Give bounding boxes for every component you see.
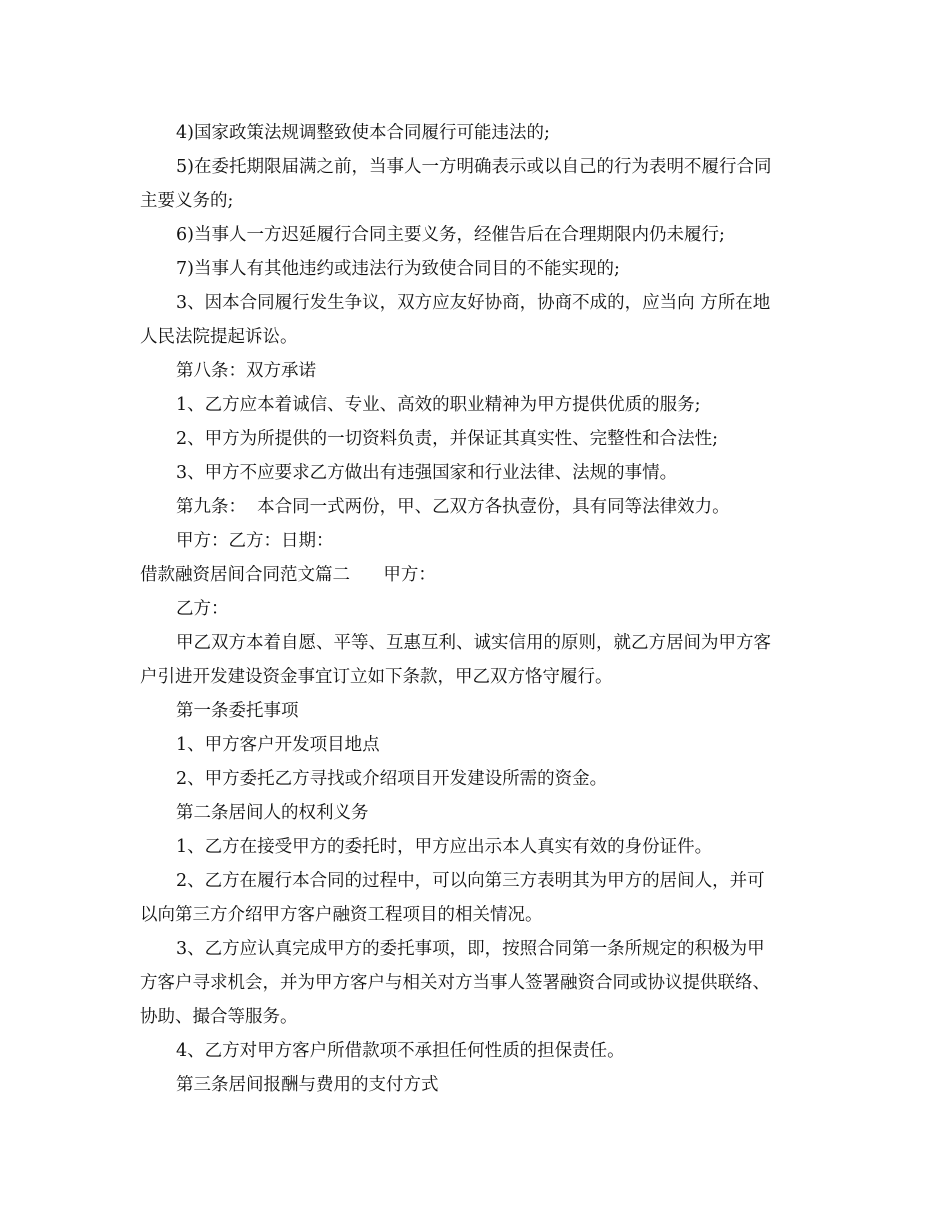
text-line: 以向第三方介绍甲方客户融资工程项目的相关情况。 <box>140 905 543 925</box>
text-line: 2、甲方为所提供的一切资料负责，并保证其真实性、完整性和合法性; <box>176 429 719 449</box>
text-line: 户引进开发建设资金事宜订立如下条款，甲乙双方恪守履行。 <box>140 667 613 687</box>
text-line: 6)当事人一方迟延履行合同主要义务，经催告后在合理期限内仍未履行; <box>176 225 725 245</box>
text-line: 3、乙方应认真完成甲方的委托事项，即，按照合同第一条所规定的积极为甲 <box>176 939 765 959</box>
text-line: 4)国家政策法规调整致使本合同履行可能违法的; <box>176 123 550 143</box>
text-line: 方客户寻求机会，并为甲方客户与相关对方当事人签署融资合同或协议提供联络、 <box>140 973 770 993</box>
text-line: 协助、撮合等服务。 <box>140 1007 298 1027</box>
text-line: 2、甲方委托乙方寻找或介绍项目开发建设所需的资金。 <box>176 769 608 789</box>
text-line: 1、甲方客户开发项目地点 <box>176 735 380 755</box>
text-line: 乙方： <box>176 599 229 619</box>
text-line: 第二条居间人的权利义务 <box>176 803 369 823</box>
text-line: 第八条：双方承诺 <box>176 361 316 381</box>
text-line: 第一条委托事项 <box>176 701 299 721</box>
text-line: 3、甲方不应要求乙方做出有违强国家和行业法律、法规的事情。 <box>176 463 678 483</box>
text-line: 3、因本合同履行发生争议，双方应友好协商，协商不成的，应当向 方所在地 <box>176 293 771 313</box>
text-line: 2、乙方在履行本合同的过程中，可以向第三方表明其为甲方的居间人，并可 <box>176 871 765 891</box>
text-line: 甲方：乙方：日期： <box>176 531 334 551</box>
text-line: 甲乙双方本着自愿、平等、互惠互利、诚实信用的原则，就乙方居间为甲方客 <box>176 633 771 653</box>
text-line: 1、乙方应本着诚信、专业、高效的职业精神为甲方提供优质的服务; <box>176 395 701 415</box>
text-line: 借款融资居间合同范文篇二 甲方： <box>140 565 436 585</box>
document-body <box>140 116 820 1102</box>
text-line: 1、乙方在接受甲方的委托时，甲方应出示本人真实有效的身份证件。 <box>176 837 713 857</box>
text-line: 7)当事人有其他违约或违法行为致使合同目的不能实现的; <box>176 259 620 279</box>
text-line: 5)在委托期限届满之前，当事人一方明确表示或以自己的行为表明不履行合同 <box>176 157 772 177</box>
text-line: 第三条居间报酬与费用的支付方式 <box>176 1075 439 1095</box>
text-line: 主要义务的; <box>140 191 234 211</box>
text-line: 人民法院提起诉讼。 <box>140 327 298 347</box>
text-line: 4、乙方对甲方客户所借款项不承担任何性质的担保责任。 <box>176 1041 625 1061</box>
text-line: 第九条： 本合同一式两份，甲、乙双方各执壹份，具有同等法律效力。 <box>176 497 730 517</box>
